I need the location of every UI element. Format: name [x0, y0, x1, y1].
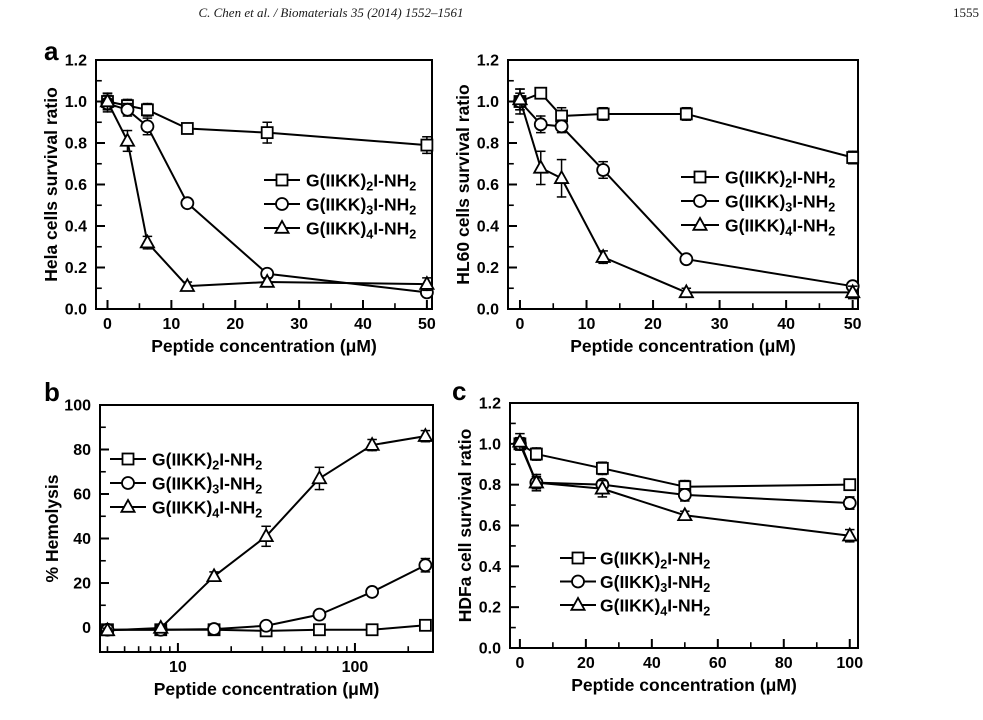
- legend: [111, 450, 262, 521]
- y-tick-label: 0.0: [476, 301, 499, 319]
- legend-marker: [276, 198, 288, 210]
- x-axis-title: Peptide concentration (μM): [151, 336, 377, 356]
- chart-hemolysis: [35, 375, 457, 720]
- data-point-marker: [262, 127, 273, 138]
- y-tick-label: 0.6: [476, 177, 499, 194]
- legend-marker: [122, 477, 134, 489]
- data-point-marker: [421, 140, 432, 151]
- x-axis-title: Peptide concentration (μM): [571, 675, 797, 695]
- axes: [42, 398, 408, 700]
- x-tick-label: 10: [162, 316, 181, 333]
- y-axis-title: % Hemolysis: [42, 474, 62, 583]
- data-point-marker: [420, 620, 431, 631]
- data-point-marker: [260, 620, 272, 632]
- x-tick-label: 50: [843, 316, 862, 333]
- y-tick-label: 0.2: [478, 599, 501, 617]
- x-tick-label: 0: [103, 316, 112, 333]
- data-point-marker: [141, 120, 153, 132]
- y-tick-label: 80: [73, 442, 91, 460]
- series-1: [514, 438, 856, 509]
- y-tick-label: 0.6: [64, 177, 87, 194]
- series-1: [101, 559, 431, 636]
- x-tick-label: 20: [226, 316, 245, 333]
- x-tick-label: 20: [644, 316, 662, 333]
- legend-label: $G(IIKK)_4I-NH_2$: [600, 595, 711, 619]
- x-tick-label: 0: [515, 655, 525, 672]
- data-point-marker: [366, 586, 378, 598]
- y-tick-label: 0.6: [478, 518, 501, 535]
- y-tick-label: 1.0: [64, 94, 87, 111]
- legend-marker: [121, 500, 134, 512]
- data-point-marker: [367, 624, 378, 635]
- data-point-marker: [181, 197, 193, 209]
- legend-label: $G(IIKK)_4I-NH_2$: [152, 497, 263, 521]
- data-point-marker: [142, 104, 153, 115]
- y-tick-label: 0.0: [64, 301, 87, 319]
- data-point-marker: [597, 164, 609, 176]
- x-tick-label: 10: [577, 316, 596, 333]
- data-point-marker: [314, 624, 325, 635]
- legend-label: $G(IIKK)_4I-NH_2$: [725, 215, 836, 239]
- legend-label: $G(IIKK)_2I-NH_2$: [600, 548, 711, 572]
- data-point-marker: [681, 108, 692, 119]
- x-tick-label: 40: [777, 316, 796, 333]
- y-tick-label: 1.2: [64, 52, 87, 70]
- data-point-marker: [313, 609, 325, 621]
- legend-label: $G(IIKK)_4I-NH_2$: [306, 218, 417, 242]
- panel-letter-b: b: [44, 377, 60, 407]
- y-tick-label: 1.0: [476, 94, 499, 111]
- legend-label: $G(IIKK)_3I-NH_2$: [725, 191, 836, 215]
- data-point-marker: [207, 569, 220, 581]
- data-point-marker: [597, 463, 608, 474]
- data-point-marker: [419, 559, 431, 571]
- series-2: [101, 429, 432, 635]
- legend-marker: [123, 454, 134, 465]
- y-tick-label: 60: [73, 486, 91, 504]
- data-point-marker: [598, 108, 609, 119]
- chart-hl60-survival: [445, 35, 875, 375]
- page-header: [0, 0, 983, 26]
- data-point-marker: [208, 623, 220, 635]
- y-tick-label: 1.2: [478, 395, 501, 413]
- data-point-marker: [680, 253, 692, 265]
- data-point-marker: [556, 120, 568, 132]
- x-tick-label: 20: [576, 655, 595, 672]
- data-point-marker: [844, 479, 855, 490]
- legend-label: $G(IIKK)_3I-NH_2$: [306, 194, 417, 218]
- y-tick-label: 0.2: [476, 260, 499, 277]
- y-tick-label: 1.0: [478, 436, 501, 454]
- x-tick-label: 100: [341, 659, 369, 676]
- data-point-marker: [679, 489, 691, 501]
- x-tick-label: 40: [642, 655, 661, 672]
- data-point-marker: [597, 250, 610, 262]
- y-tick-label: 0.4: [478, 558, 501, 576]
- legend-label: $G(IIKK)_2I-NH_2$: [152, 449, 263, 473]
- data-point-marker: [141, 236, 154, 248]
- legend-marker: [275, 221, 288, 233]
- x-tick-label: 0: [515, 316, 525, 333]
- data-point-marker: [182, 123, 193, 134]
- panel-letter-a: a: [44, 36, 59, 66]
- x-tick-label: 40: [354, 316, 372, 333]
- y-tick-label: 0.8: [476, 135, 499, 153]
- y-tick-label: 0.8: [64, 135, 87, 153]
- x-tick-label: 60: [708, 655, 727, 672]
- data-point-marker: [555, 171, 568, 183]
- page-number: 1555: [953, 5, 979, 20]
- y-axis-title: HDFa cell survival ratio: [455, 428, 475, 623]
- series-line: [520, 93, 853, 157]
- x-tick-label: 80: [774, 655, 793, 672]
- data-point-marker: [313, 471, 326, 483]
- legend-label: $G(IIKK)_2I-NH_2$: [725, 167, 836, 191]
- legend-marker: [695, 172, 706, 183]
- x-tick-label: 10: [169, 659, 187, 676]
- data-point-marker: [847, 152, 858, 163]
- data-point-marker: [535, 118, 547, 130]
- x-tick-label: 30: [290, 316, 309, 333]
- x-tick-label: 50: [417, 316, 436, 333]
- y-axis-title: Hela cells survival ratio: [41, 87, 61, 282]
- x-tick-label: 100: [836, 655, 864, 672]
- y-tick-label: 1.2: [476, 52, 499, 70]
- y-tick-label: 0.4: [476, 218, 499, 236]
- legend-marker: [572, 576, 584, 588]
- legend: [561, 549, 710, 619]
- panel-letter-c: c: [452, 376, 467, 406]
- legend-label: $G(IIKK)_3I-NH_2$: [152, 473, 263, 497]
- y-tick-label: 0.8: [478, 477, 501, 495]
- legend-label: $G(IIKK)_3I-NH_2$: [600, 572, 711, 596]
- data-point-marker: [121, 134, 134, 146]
- y-tick-label: 20: [73, 575, 91, 593]
- legend: [265, 171, 416, 242]
- data-point-marker: [844, 497, 856, 509]
- y-tick-label: 0.2: [64, 260, 87, 277]
- running-title: C. Chen et al. / Biomaterials 35 (2014) 1552–1561: [198, 5, 464, 20]
- data-point-marker: [534, 161, 547, 173]
- data-point-marker: [121, 104, 133, 116]
- y-tick-label: 100: [64, 397, 91, 415]
- legend-label: $G(IIKK)_2I-NH_2$: [306, 170, 417, 194]
- y-tick-label: 0: [82, 620, 91, 638]
- y-tick-label: 40: [73, 531, 91, 549]
- chart-hela-survival: [35, 35, 449, 375]
- x-axis-title: Peptide concentration (μM): [570, 336, 796, 356]
- legend-marker: [571, 598, 584, 610]
- legend-marker: [573, 553, 584, 564]
- y-axis-title: HL60 cells survival ratio: [453, 84, 473, 285]
- chart-hdfa-survival: [445, 375, 879, 720]
- y-tick-label: 0.0: [478, 640, 501, 658]
- x-tick-label: 30: [710, 316, 729, 333]
- legend: [682, 168, 835, 239]
- data-point-marker: [535, 88, 546, 99]
- legend-marker: [277, 175, 288, 186]
- legend-marker: [694, 195, 706, 207]
- x-axis-title: Peptide concentration (μM): [153, 679, 380, 699]
- data-point-marker: [531, 449, 542, 460]
- y-tick-label: 0.4: [64, 218, 87, 236]
- legend-marker: [693, 218, 706, 230]
